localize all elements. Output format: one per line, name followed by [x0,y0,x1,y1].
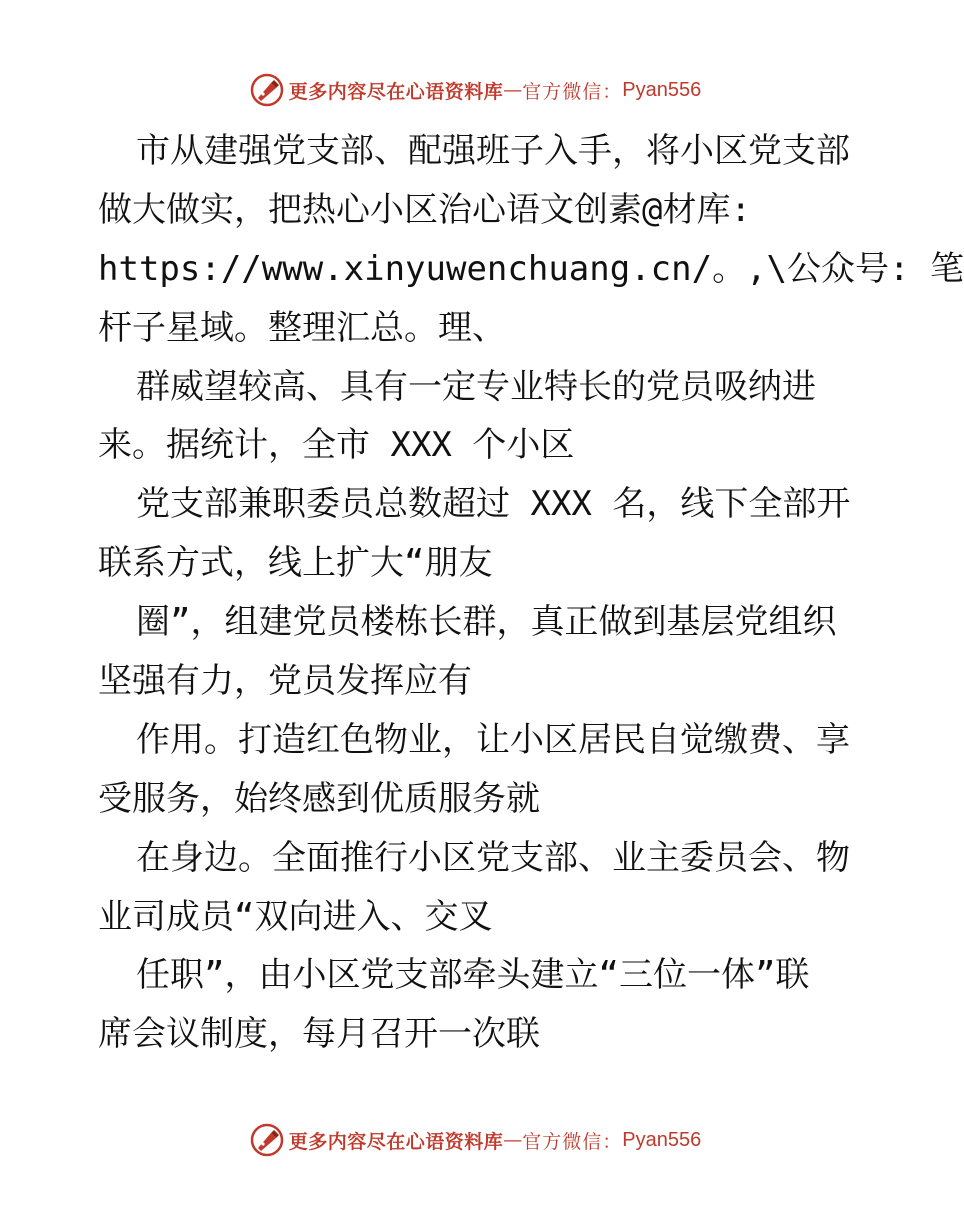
text-line: 来。据统计，全市 XXX 个小区 [98,425,575,466]
text-line: 党支部兼职委员总数超过 XXX 名，线下全部开 [136,484,851,525]
watermark-brand: 更多内容尽在心语资料库 [288,80,504,103]
watermark-brand: 更多内容尽在心语资料库 [288,1130,504,1153]
text-line: 席会议制度，每月召开一次联 [98,1014,540,1055]
text-line: 业司成员“双向进入、交叉 [98,896,493,937]
footer-watermark [0,1120,950,1160]
watermark-wechat-id: Pyan556 [622,1128,702,1151]
text-line: 市从建强党支部、配强班子入手，将小区党支部 [136,131,850,171]
text-line: 任职”，由小区党支部牵头建立“三位一体”联 [136,955,810,996]
pen-nib-logo-icon [249,72,285,108]
pen-nib-logo-icon [249,1122,285,1158]
body-text [98,122,964,1064]
text-line: 做大做实，把热心小区治心语文创素@材库: [98,189,751,230]
watermark-separator: — [503,1129,523,1151]
text-line: 作用。打造红色物业，让小区居民自觉缴费、享 [136,719,850,760]
header-watermark [0,70,950,110]
text-line: 联系方式，线上扩大“朋友 [98,543,493,584]
text-line: 杆子星域。整理汇总。理、 [98,307,506,348]
text-line: 坚强有力，党员发挥应有 [98,661,472,702]
text-line: 在身边。全面推行小区党支部、业主委员会、物 [136,837,850,878]
text-line: 圈”，组建党员楼栋长群，真正做到基层党组织 [136,602,837,643]
text-line: https://www.xinyuwenchuang.cn/。,\公众号: 笔 [98,248,964,289]
watermark-separator: — [503,79,523,101]
text-line: 受服务，始终感到优质服务就 [98,778,540,819]
text-line: 群威望较高、具有一定专业特长的党员吸纳进 [136,366,816,407]
watermark-wechat-id: Pyan556 [622,78,702,101]
watermark-official-label: 官方微信： [522,80,623,103]
watermark-official-label: 官方微信： [522,1130,623,1153]
